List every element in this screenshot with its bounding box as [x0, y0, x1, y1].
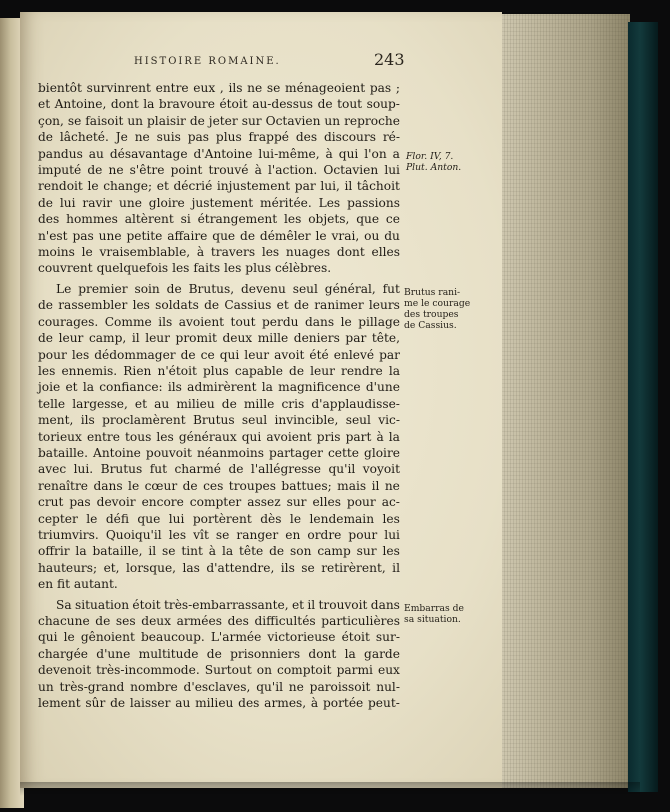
text-line: Sa situation étoit très-embarrassante, et il trouvoit dans: [56, 597, 400, 612]
text-line: lement sûr de laisser au milieu des armes, à portée peut-: [38, 696, 400, 711]
text-line: triumvirs. Quoiqu'il les vît se ranger en ordre pour lui: [38, 527, 400, 542]
running-head: HISTOIRE ROMAINE.: [134, 56, 281, 67]
page-stack-edge: [498, 14, 630, 788]
text-line: devenoit très-incommode. Surtout on comptoit parmi eux: [38, 663, 400, 678]
margin-note-situation: [404, 603, 464, 625]
margin-note-brutus: [404, 287, 470, 331]
text-line: les ennemis. Rien n'étoit plus capable de leur rendre la: [38, 363, 400, 378]
text-line: çon, se faisoit un plaisir de jeter sur Octavien un reproche: [38, 113, 400, 128]
text-line: de lui ravir une gloire justement méritée. Les passions: [38, 195, 400, 210]
text-line: de lâcheté. Je ne suis pas plus frappé des discours ré-: [38, 130, 400, 145]
text-line: en fit autant.: [38, 577, 118, 592]
text-line: de rassembler les soldats de Cassius et de ranimer leurs: [38, 298, 400, 313]
text-line: imputé de ne s'être point trouvé à l'action. Octavien lui: [38, 163, 400, 178]
margin-note-line: Flor. IV, 7.: [406, 151, 454, 162]
text-line: crut pas devoir encore compter assez sur elles pour ac-: [38, 495, 400, 510]
margin-note-line: me le courage: [404, 298, 471, 309]
text-line: Le premier soin de Brutus, devenu seul général, fut: [56, 281, 400, 296]
text-line: couvrent quelquefois les faits les plus célèbres.: [38, 261, 332, 276]
text-line: n'est pas une petite affaire que de démêler le vrai, ou du: [38, 228, 400, 243]
text-line: telle largesse, et au milieu de mille cris d'applaudisse-: [38, 396, 400, 411]
margin-note-line: de Cassius.: [404, 320, 457, 331]
text-line: chargée d'une multitude de prisonniers dont la garde: [38, 646, 400, 661]
text-line: bataille. Antoine pouvoit néanmoins partager cette gloire: [38, 445, 400, 460]
margin-note-line: des troupes: [404, 309, 459, 320]
page-shadow: [20, 782, 640, 796]
margin-note-line: sa situation.: [404, 614, 461, 625]
text-line: offrir la bataille, il se tint à la tête de son camp sur les: [38, 544, 400, 559]
text-line: courages. Comme ils avoient tout perdu dans le pillage: [38, 314, 400, 329]
text-line: pandus au désavantage d'Antoine lui-même, à qui l'on a: [38, 146, 400, 161]
page-number: 243: [374, 50, 405, 69]
text-line: joie et la confiance: ils admirèrent la magnificence d'une: [38, 380, 400, 395]
main-text: [38, 80, 400, 711]
text-line: des hommes altèrent si étrangement les objets, que ce: [38, 212, 400, 227]
text-line: renaître dans le cœur de ces troupes battues; mais il ne: [38, 478, 400, 493]
text-line: torieux entre tous les généraux qui avoient pris part à la: [38, 429, 400, 444]
text-line: et Antoine, dont la bravoure étoit au-dessus de tout soup-: [38, 97, 400, 112]
book-cover: [628, 22, 658, 792]
margin-note-line: Embarras de: [404, 603, 464, 614]
text-line: bientôt survinrent entre eux , ils ne se ménageoient pas ;: [38, 81, 400, 95]
margin-note-line: Brutus rani-: [404, 287, 461, 298]
text-line: cepter le défi que lui portèrent dès le lendemain les: [38, 511, 400, 526]
text-line: chacune de ses deux armées des difficultés particulières: [38, 614, 400, 628]
text-line: de leur camp, il leur promit deux mille deniers par tête,: [38, 331, 400, 346]
text-line: un très-grand nombre d'esclaves, qu'il ne paroissoit nul-: [38, 679, 400, 694]
margin-note-line: Plut. Anton.: [406, 162, 462, 173]
text-line: rendoit le change; et décrié injustement par lui, il tâchoit: [38, 179, 400, 194]
text-line: pour les dédommager de ce qui leur avoit été enlevé par: [38, 347, 400, 362]
text-line: avec lui. Brutus fut charmé de l'allégresse qu'il voyoit: [38, 462, 400, 477]
text-line: hauteurs; et, lorsque, las d'attendre, ils se retirèrent, il: [38, 560, 400, 575]
margin-note-sources: [406, 151, 461, 173]
text-line: moins le vraisemblable, à travers les nuages dont elles: [38, 245, 400, 260]
text-line: ment, ils proclamèrent Brutus seul invincible, seul vic-: [38, 413, 400, 428]
text-line: qui le gênoient beaucoup. L'armée victorieuse étoit sur-: [38, 630, 400, 645]
